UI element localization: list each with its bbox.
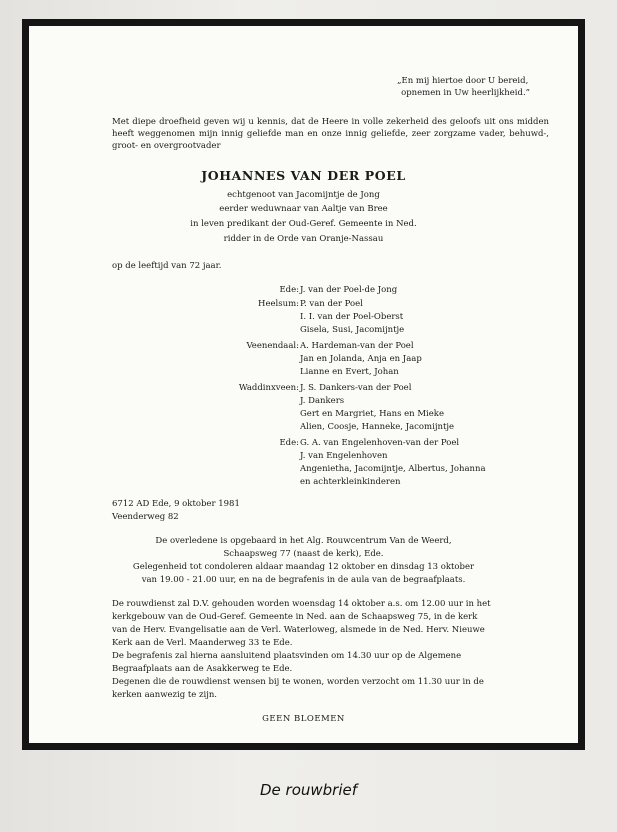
family-member: Alien, Coosje, Hanneke, Jacomijntje (300, 422, 455, 432)
quote-line: opnemen in Uw heerlijkheid.” (401, 88, 530, 98)
service-line: kerken aanwezig te zijn. (112, 690, 218, 700)
family-place: Waddinxveen: (238, 383, 299, 393)
service-line: De rouwdienst zal D.V. gehouden worden woensdag 14 oktober a.s. om 12.00 uur in het (112, 599, 491, 609)
bible-quote (397, 75, 530, 99)
service-line: Begraafplaats aan de Asakkerweg te Ede. (112, 664, 293, 674)
mourning-card (22, 19, 585, 750)
family-member: J. Dankers (300, 396, 345, 406)
rouwcentrum-line: Gelegenheid tot condoleren aldaar maandag 12 oktober en dinsdag 13 oktober (132, 562, 475, 572)
family-place: Veenendaal: (246, 341, 299, 351)
family-member: G. A. van Engelenhoven-van der Poel (300, 438, 460, 448)
intro-paragraph: Met diepe droefheid geven wij u kennis, dat de Heere in volle zekerheid des geloofs uit ons midden heeft weggenomen mijn innig geliefde man en onze innig geliefde, zeer zorgzame vader, behuwd-, groot- en overgrootvader (112, 117, 549, 151)
rouwcentrum-line: Schaapsweg 77 (naast de kerk), Ede. (223, 549, 384, 559)
card-content (29, 26, 578, 743)
caption: De rouwbrief (259, 781, 358, 799)
service-line: De begrafenis zal hierna aansluitend plaatsvinden om 14.30 uur op de Algemene (112, 651, 462, 661)
address-line: 6712 AD Ede, 9 oktober 1981 (112, 499, 240, 509)
family-member: Angenietha, Jacomijntje, Albertus, Johanna (300, 464, 486, 474)
age-line: op de leeftijd van 72 jaar. (112, 261, 222, 271)
family-member: Jan en Jolanda, Anja en Jaap (300, 354, 422, 364)
service-line: kerkgebouw van de Oud-Geref. Gemeente in Ned. aan de Schaapsweg 75, in de kerk (112, 612, 478, 622)
family-member: en achterkleinkinderen (300, 477, 401, 487)
family-member: J. van Engelenhoven (300, 451, 388, 461)
service-line: Kerk aan de Verl. Maanderweg 33 te Ede. (112, 638, 293, 648)
family-member: I. I. van der Poel-Oberst (300, 312, 404, 322)
family-member: A. Hardeman-van der Poel (300, 341, 414, 351)
quote-line: „En mij hiertoe door U bereid, (397, 76, 529, 86)
family-member: Gisela, Susi, Jacomijntje (300, 325, 405, 335)
family-member: J. van der Poel-de Jong (300, 285, 398, 295)
family-member: Lianne en Evert, Johan (300, 367, 399, 377)
family-member: Gert en Margriet, Hans en Mieke (300, 409, 444, 419)
service-line: van de Herv. Evangelisatie aan de Verl. Waterloweg, alsmede in de Ned. Herv. Nieuwe (112, 625, 485, 635)
address-line: Veenderweg 82 (112, 512, 179, 522)
deceased-detail: in leven predikant der Oud-Geref. Gemeente in Ned. (190, 219, 417, 229)
no-flowers-notice: GEEN BLOEMEN (262, 714, 345, 724)
family-place: Ede: (279, 285, 299, 295)
deceased-detail: eerder weduwnaar van Aaltje van Bree (219, 204, 388, 214)
family-member: J. S. Dankers-van der Poel (300, 383, 412, 393)
deceased-name: JOHANNES VAN DER POEL (201, 168, 406, 183)
service-line: Degenen die de rouwdienst wensen bij te wonen, worden verzocht om 11.30 uur in de (112, 677, 484, 687)
deceased-detail: echtgenoot van Jacomijntje de Jong (227, 190, 380, 200)
deceased-detail: ridder in de Orde van Oranje-Nassau (223, 234, 384, 244)
family-member: P. van der Poel (300, 299, 363, 309)
family-place: Heelsum: (258, 299, 299, 309)
rouwcentrum-line: van 19.00 - 21.00 uur, en na de begrafenis in de aula van de begraafplaats. (141, 575, 466, 585)
rouwcentrum-line: De overledene is opgebaard in het Alg. Rouwcentrum Van de Weerd, (155, 536, 452, 546)
family-place: Ede: (279, 438, 299, 448)
